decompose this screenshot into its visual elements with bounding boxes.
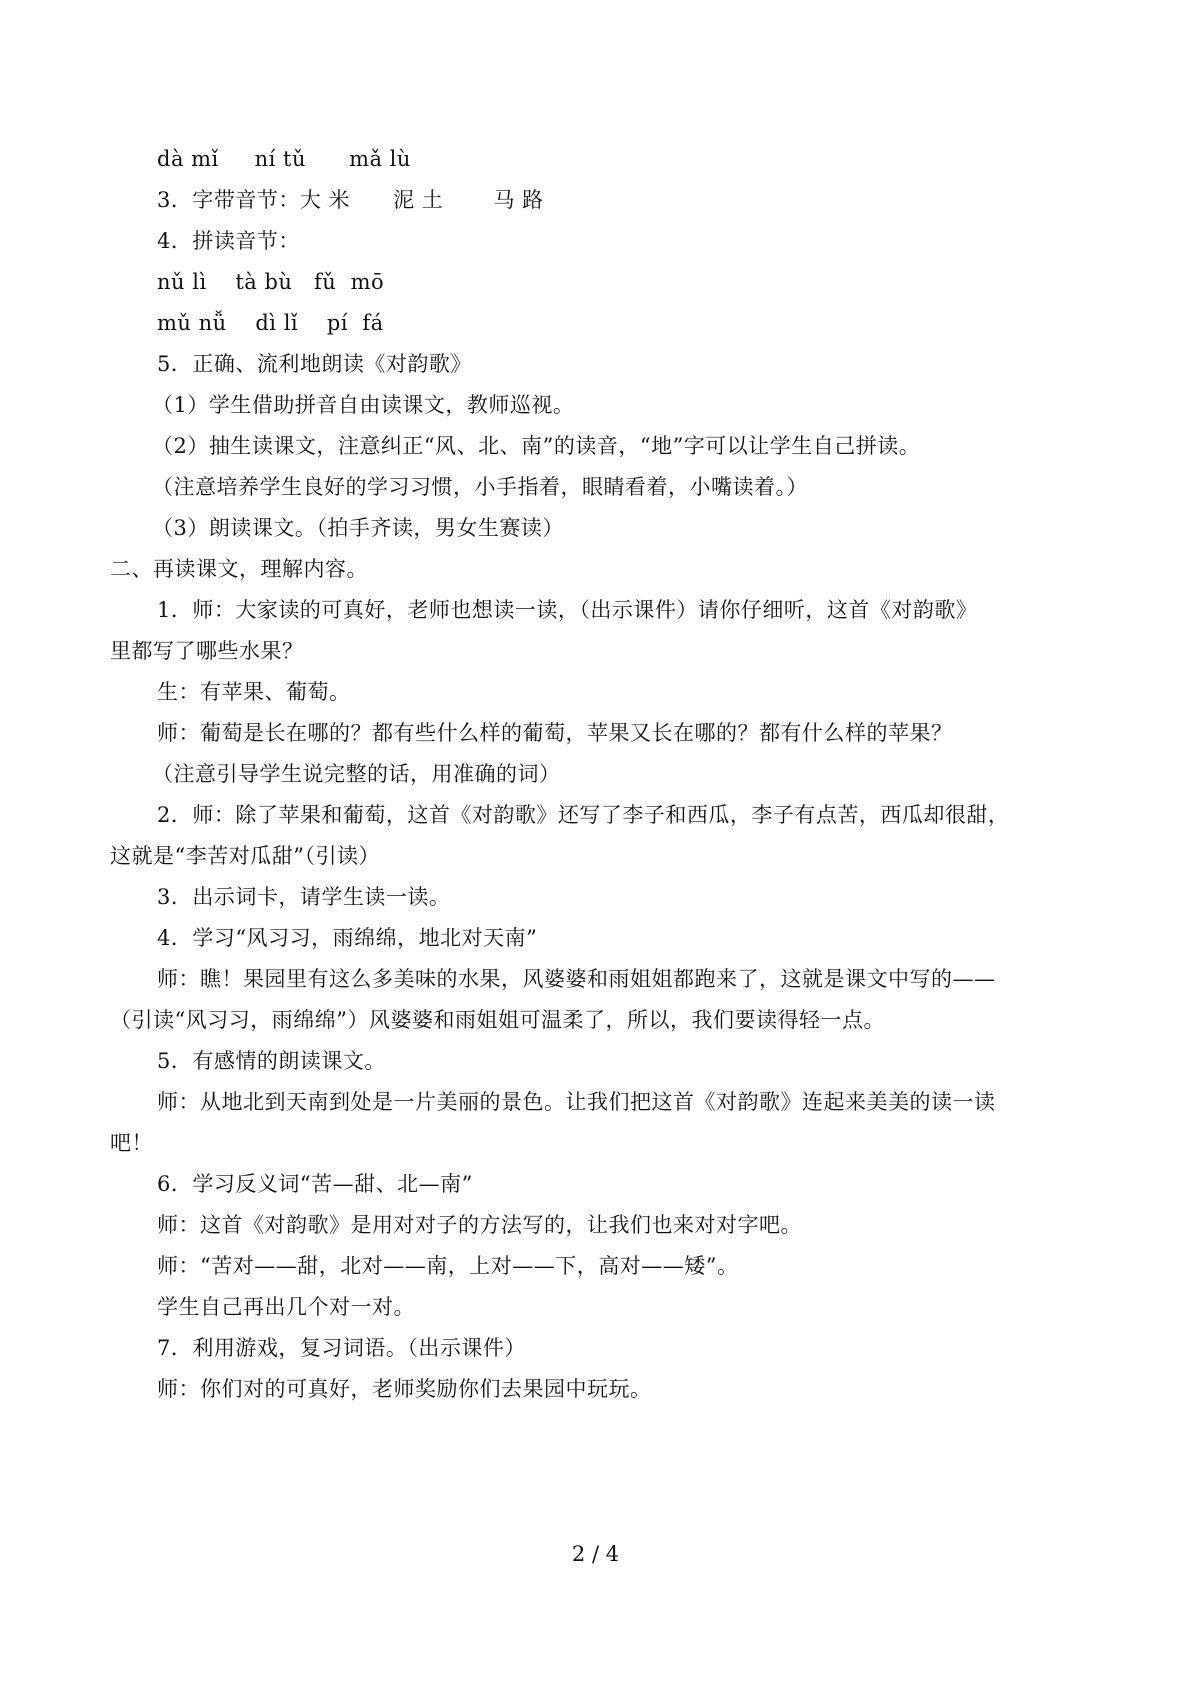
substep-2-line: （2）抽生读课文，注意纠正“风、北、南”的读音，“地”字可以让学生自己拼读。	[152, 434, 921, 458]
item-6-line: 6．学习反义词“苦—甜、北—南”	[157, 1172, 473, 1196]
substep-3-line: （3）朗读课文。（拍手齐读，男女生赛读）	[152, 516, 564, 540]
page-number: 2 / 4	[571, 1542, 620, 1566]
step-5-line: 5．正确、流利地朗读《对韵歌》	[157, 352, 472, 376]
item-1-line-1: 1．师：大家读的可真好，老师也想读一读，（出示课件）请你仔细听，这首《对韵歌》	[157, 598, 978, 622]
section-heading-2: 二、再读课文，理解内容。	[110, 557, 368, 581]
item-1-line-2: 里都写了哪些水果？	[110, 639, 304, 663]
item-3-line: 3．出示词卡，请学生读一读。	[157, 885, 451, 909]
student-activity-line: 学生自己再出几个对一对。	[157, 1295, 415, 1319]
note-line-1: （注意培养学生良好的学习习惯，小手指着，眼睛看着，小嘴读着。）	[152, 475, 808, 499]
item-2-line-2: 这就是“李苦对瓜甜”（引读）	[110, 844, 380, 868]
pinyin-line-3: mǔ nǚ dì lǐ pí fá	[157, 311, 384, 335]
substep-1-line: （1）学生借助拼音自由读课文，教师巡视。	[152, 393, 575, 417]
item-7-line: 7．利用游戏，复习词语。（出示课件）	[157, 1336, 526, 1360]
item-4-line: 4．学习“风习习，雨绵绵，地北对天南”	[157, 926, 538, 950]
teacher-question-line: 师：葡萄是长在哪的？都有些什么样的葡萄，苹果又长在哪的？都有什么样的苹果？	[157, 721, 953, 745]
teacher-line-couplet: 师：这首《对韵歌》是用对对子的方法写的，让我们也来对对字吧。	[157, 1213, 802, 1237]
teacher-line-scenery: 师：从地北到天南到处是一片美丽的景色。让我们把这首《对韵歌》连起来美美的读一读	[157, 1090, 996, 1114]
item-5-line: 5．有感情的朗读课文。	[157, 1049, 386, 1073]
teacher-line-reward: 师：你们对的可真好，老师奖励你们去果园中玩玩。	[157, 1377, 652, 1401]
step-3-line: 3．字带音节：大 米 泥 土 马 路	[157, 188, 544, 212]
note-line-2: （注意引导学生说完整的话，用准确的词）	[152, 762, 561, 786]
lead-read-line: （引读“风习习，雨绵绵”）风婆婆和雨姐姐可温柔了，所以，我们要读得轻一点。	[110, 1008, 885, 1032]
teacher-line-scenery-cont: 吧！	[110, 1131, 153, 1155]
pinyin-line-1: dà mǐ ní tǔ mǎ lù	[157, 147, 411, 171]
item-2-line-1: 2．师：除了苹果和葡萄，这首《对韵歌》还写了李子和西瓜，李子有点苦，西瓜却很甜，	[157, 803, 1010, 827]
teacher-line-wind: 师：瞧！果园里有这么多美味的水果，风婆婆和雨姐姐都跑来了，这就是课文中写的——	[157, 967, 996, 991]
pinyin-line-2: nǔ lì tà bù fǔ mō	[157, 270, 385, 294]
teacher-line-antonyms: 师：“苦对——甜，北对——南，上对——下，高对——矮”。	[157, 1254, 739, 1278]
student-answer-line: 生：有苹果、葡萄。	[157, 680, 351, 704]
step-4-line: 4．拼读音节：	[157, 229, 300, 253]
